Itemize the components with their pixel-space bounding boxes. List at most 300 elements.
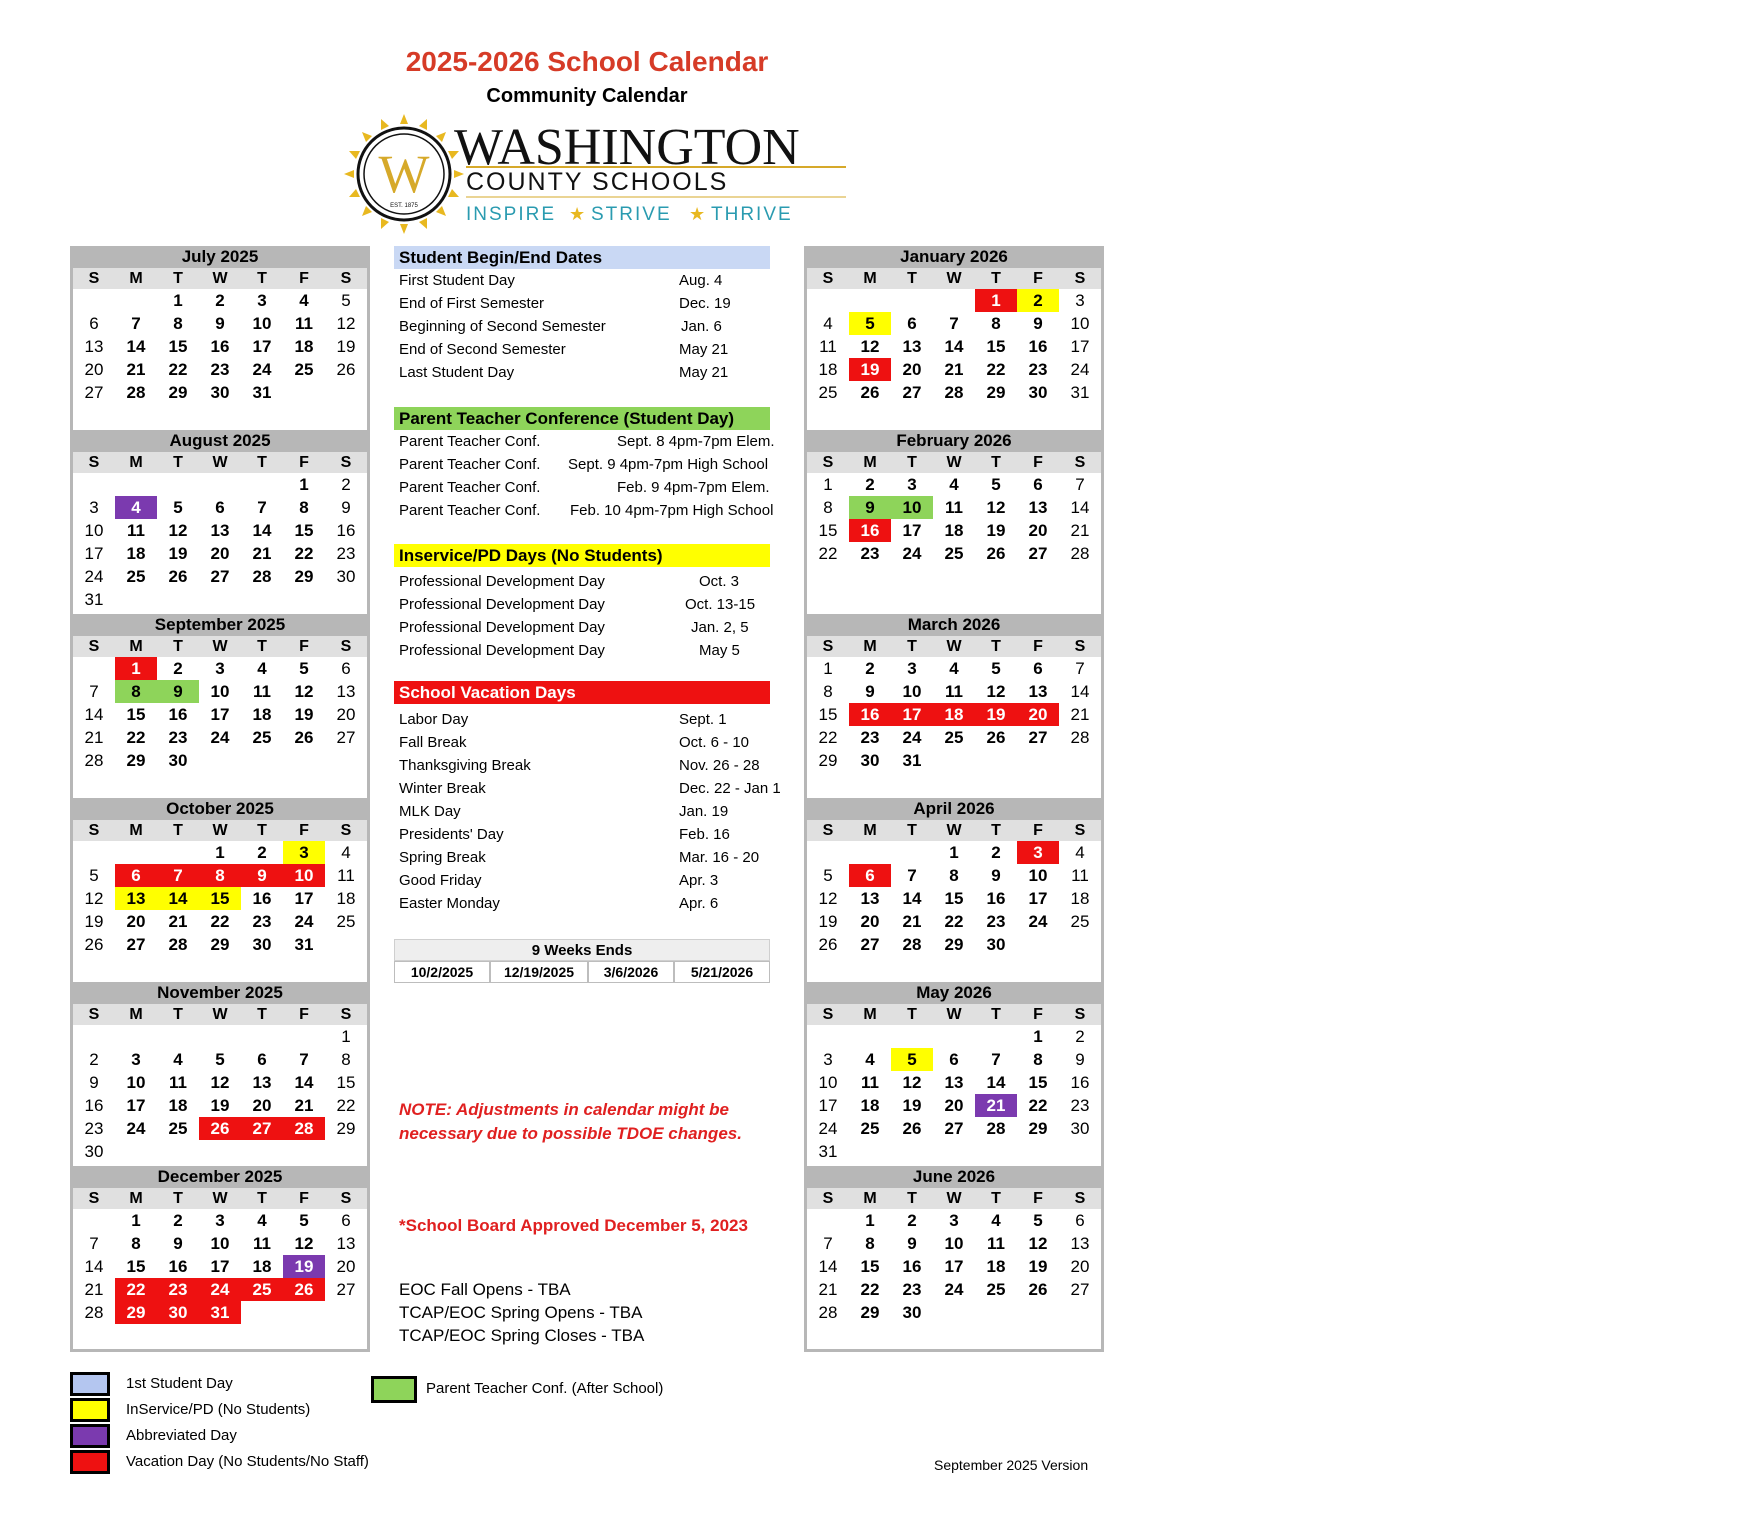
day-cell: 30 (336, 567, 356, 586)
day-cell: 20 (1070, 1257, 1090, 1276)
weekday-label: M (129, 454, 143, 471)
week-row (807, 473, 1101, 496)
day-cell: 3 (907, 475, 917, 494)
day-cell: 4 (991, 1211, 1001, 1230)
day-cell: 3 (131, 1050, 141, 1069)
day-cell: 28 (84, 751, 104, 770)
day-cell: 16 (336, 521, 356, 540)
inservice-row (399, 639, 799, 662)
day-cell (241, 1301, 283, 1324)
weekday-label: M (129, 1190, 143, 1207)
row-label: Parent Teacher Conf. (399, 479, 541, 496)
day-cell: 14 (294, 1073, 314, 1092)
student_dates-row (399, 315, 799, 338)
day-cell: 8 (199, 864, 241, 887)
day-cell: 12 (818, 889, 838, 908)
day-cell: 30 (1028, 383, 1048, 402)
nine-weeks-date: 12/19/2025 (490, 961, 588, 983)
month-title: July 2025 (73, 246, 367, 268)
month-title: May 2026 (807, 982, 1101, 1004)
vacation-row (399, 777, 799, 800)
day-cell: 27 (1028, 544, 1048, 563)
month-calendar (804, 1166, 1104, 1352)
weekday-label: F (299, 1006, 309, 1023)
day-cell: 1 (949, 843, 959, 862)
day-cell: 14 (1070, 682, 1090, 701)
day-cell: 19 (84, 912, 104, 931)
day-cell: 26 (986, 728, 1006, 747)
day-cell (157, 473, 199, 496)
day-cell: 20 (252, 1096, 272, 1115)
ptc-row (399, 499, 799, 522)
day-cell: 19 (336, 337, 356, 356)
day-cell: 8 (823, 682, 833, 701)
day-cell: 11 (253, 682, 271, 701)
day-cell: 11 (127, 521, 145, 540)
day-cell: 10 (891, 496, 933, 519)
day-cell: 21 (818, 1280, 838, 1299)
day-cell (1059, 1301, 1101, 1324)
day-cell: 22 (210, 912, 230, 931)
row-value: Sept. 8 4pm-7pm Elem. (617, 433, 775, 450)
day-cell: 7 (823, 1234, 833, 1253)
day-cell: 1 (115, 657, 157, 680)
weekday-label: S (822, 1006, 834, 1023)
nine-weeks-heading: 9 Weeks Ends (394, 939, 770, 961)
nine-weeks-date: 3/6/2026 (588, 961, 674, 983)
day-cell: 29 (210, 935, 230, 954)
day-cell: 17 (891, 703, 933, 726)
month-title: February 2026 (807, 430, 1101, 452)
day-cell: 9 (1033, 314, 1043, 333)
weekday-label: T (173, 638, 183, 655)
day-cell: 18 (986, 1257, 1006, 1276)
day-cell: 3 (823, 1050, 833, 1069)
day-cell: 8 (823, 498, 833, 517)
day-cell: 14 (902, 889, 922, 908)
day-cell: 2 (215, 291, 225, 310)
day-cell: 31 (902, 751, 922, 770)
day-cell: 18 (168, 1096, 188, 1115)
week-row (73, 289, 367, 312)
weekday-label: T (173, 1006, 183, 1023)
vacation-row (399, 708, 799, 731)
vacation-row (399, 823, 799, 846)
weekday-label: F (1033, 638, 1043, 655)
day-cell (933, 1140, 975, 1163)
row-value: Oct. 6 - 10 (679, 734, 750, 751)
day-cell: 26 (168, 567, 188, 586)
day-cell: 19 (975, 703, 1017, 726)
day-cell (849, 1025, 891, 1048)
day-cell: 4 (823, 314, 833, 333)
row-value: May 21 (679, 364, 729, 381)
day-cell: 8 (115, 680, 157, 703)
weekday-label: S (340, 270, 352, 287)
day-cell: 14 (126, 337, 146, 356)
day-cell: 24 (252, 360, 272, 379)
day-cell: 13 (944, 1073, 964, 1092)
day-cell (891, 1140, 933, 1163)
day-cell: 10 (818, 1073, 838, 1092)
week-row (807, 381, 1101, 404)
day-cell: 14 (818, 1257, 838, 1276)
svg-text:★: ★ (689, 204, 706, 224)
week-row (807, 680, 1101, 703)
week-row (807, 1255, 1101, 1278)
day-cell: 17 (84, 544, 104, 563)
weekday-label: S (88, 1190, 100, 1207)
weekday-label: S (822, 822, 834, 839)
day-cell (975, 1140, 1017, 1163)
weekday-label: S (1074, 454, 1086, 471)
day-cell: 17 (1070, 337, 1090, 356)
day-cell: 5 (991, 659, 1001, 678)
day-cell: 5 (89, 866, 99, 885)
weekday-label: S (1074, 1006, 1086, 1023)
day-cell: 2 (865, 659, 875, 678)
day-cell: 28 (944, 383, 964, 402)
row-label: Easter Monday (399, 895, 500, 912)
row-value: Jan. 6 (681, 318, 722, 335)
day-cell (1059, 1140, 1101, 1163)
day-cell (325, 749, 367, 772)
day-cell: 18 (944, 521, 964, 540)
day-cell: 13 (252, 1073, 272, 1092)
day-cell (933, 289, 975, 312)
vacation-row (399, 846, 799, 869)
row-value: Nov. 26 - 28 (679, 757, 760, 774)
day-cell: 24 (818, 1119, 838, 1138)
day-cell (975, 1301, 1017, 1324)
weekday-header (807, 820, 1101, 841)
svg-text:EST. 1875: EST. 1875 (390, 203, 418, 209)
day-cell: 24 (199, 1278, 241, 1301)
day-cell: 19 (1028, 1257, 1048, 1276)
week-row (73, 588, 367, 611)
day-cell: 30 (157, 1301, 199, 1324)
row-value: Feb. 9 4pm-7pm Elem. (617, 479, 770, 496)
day-cell: 24 (294, 912, 314, 931)
day-cell: 28 (1070, 728, 1090, 747)
day-cell: 28 (1070, 544, 1090, 563)
day-cell: 1 (215, 843, 225, 862)
day-cell: 25 (944, 728, 964, 747)
week-row (73, 1278, 367, 1301)
day-cell: 16 (986, 889, 1006, 908)
day-cell: 23 (860, 544, 880, 563)
day-cell: 4 (341, 843, 351, 862)
weekday-label: T (257, 1190, 267, 1207)
day-cell: 24 (210, 728, 230, 747)
week-row (73, 657, 367, 680)
day-cell: 11 (169, 1073, 187, 1092)
weekday-header (73, 820, 367, 841)
day-cell: 12 (210, 1073, 230, 1092)
day-cell: 3 (907, 659, 917, 678)
week-row (807, 1140, 1101, 1163)
week-row (73, 542, 367, 565)
day-cell (241, 588, 283, 611)
week-row (807, 749, 1101, 772)
day-cell: 27 (902, 383, 922, 402)
week-row (73, 1117, 367, 1140)
vacation-row (399, 800, 799, 823)
week-row (807, 1209, 1101, 1232)
day-cell: 1 (173, 291, 183, 310)
svg-text:STRIVE: STRIVE (591, 204, 672, 225)
day-cell: 18 (933, 703, 975, 726)
day-cell: 12 (1028, 1234, 1048, 1253)
day-cell: 1 (865, 1211, 875, 1230)
day-cell: 7 (257, 498, 267, 517)
weekday-label: M (863, 454, 877, 471)
day-cell: 17 (252, 337, 272, 356)
day-cell: 11 (987, 1234, 1005, 1253)
weekday-label: T (991, 1190, 1001, 1207)
day-cell: 18 (860, 1096, 880, 1115)
day-cell: 6 (849, 864, 891, 887)
day-cell: 8 (131, 1234, 141, 1253)
day-cell: 5 (299, 659, 309, 678)
day-cell: 21 (126, 360, 146, 379)
row-value: Sept. 9 4pm-7pm High School (568, 456, 769, 473)
day-cell: 29 (336, 1119, 356, 1138)
month-title: October 2025 (73, 798, 367, 820)
day-cell (807, 841, 849, 864)
day-cell: 29 (944, 935, 964, 954)
row-label: Parent Teacher Conf. (399, 456, 541, 473)
day-cell (891, 1025, 933, 1048)
day-cell: 24 (944, 1280, 964, 1299)
day-cell: 15 (126, 1257, 146, 1276)
day-cell: 10 (1070, 314, 1090, 333)
month-title: December 2025 (73, 1166, 367, 1188)
day-cell: 26 (902, 1119, 922, 1138)
weekday-label: M (863, 638, 877, 655)
day-cell: 16 (210, 337, 230, 356)
day-cell: 21 (84, 728, 104, 747)
weekday-label: T (991, 1006, 1001, 1023)
day-cell: 17 (944, 1257, 964, 1276)
day-cell (891, 841, 933, 864)
row-label: Professional Development Day (399, 642, 605, 659)
day-cell: 19 (283, 1255, 325, 1278)
weekday-header (807, 452, 1101, 473)
day-cell: 1 (1033, 1027, 1043, 1046)
nine-weeks-table (394, 939, 770, 983)
weekday-label: S (340, 822, 352, 839)
week-row (807, 1048, 1101, 1071)
day-cell (1059, 749, 1101, 772)
day-cell: 5 (215, 1050, 225, 1069)
day-cell: 27 (336, 1280, 356, 1299)
day-cell: 22 (168, 360, 188, 379)
day-cell: 19 (849, 358, 891, 381)
weekday-label: T (257, 1006, 267, 1023)
eoc-spring-opens: TCAP/EOC Spring Opens - TBA (399, 1303, 643, 1322)
day-cell: 15 (818, 521, 838, 540)
weekday-label: S (88, 822, 100, 839)
month-calendar (70, 1166, 370, 1352)
weekday-label: S (340, 638, 352, 655)
week-row (73, 726, 367, 749)
week-row (73, 381, 367, 404)
month-title: September 2025 (73, 614, 367, 636)
day-cell: 9 (157, 680, 199, 703)
day-cell: 24 (84, 567, 104, 586)
day-cell: 18 (126, 544, 146, 563)
day-cell: 23 (336, 544, 356, 563)
weekday-label: T (173, 270, 183, 287)
svg-text:W: W (378, 144, 430, 204)
week-row (73, 1140, 367, 1163)
weekday-label: W (946, 638, 962, 655)
weekday-label: F (1033, 454, 1043, 471)
week-row (807, 887, 1101, 910)
day-cell: 20 (336, 705, 356, 724)
day-cell: 17 (294, 889, 314, 908)
day-cell: 13 (336, 682, 356, 701)
day-cell: 26 (283, 1278, 325, 1301)
day-cell: 2 (1075, 1027, 1085, 1046)
day-cell (1059, 933, 1101, 956)
week-row (73, 864, 367, 887)
weekday-label: T (173, 822, 183, 839)
day-cell (807, 1025, 849, 1048)
day-cell: 16 (849, 703, 891, 726)
row-value: May 5 (699, 642, 740, 659)
day-cell: 4 (1075, 843, 1085, 862)
day-cell: 4 (257, 1211, 267, 1230)
day-cell: 26 (336, 360, 356, 379)
day-cell: 31 (294, 935, 314, 954)
day-cell: 3 (89, 498, 99, 517)
row-label: First Student Day (399, 272, 515, 289)
day-cell: 18 (294, 337, 314, 356)
day-cell (241, 749, 283, 772)
day-cell: 21 (168, 912, 188, 931)
day-cell (283, 749, 325, 772)
day-cell: 10 (1028, 866, 1048, 885)
week-row (807, 703, 1101, 726)
day-cell (73, 1025, 115, 1048)
weekday-header (807, 268, 1101, 289)
week-row (807, 1278, 1101, 1301)
inservice-row (399, 570, 799, 593)
day-cell: 4 (865, 1050, 875, 1069)
day-cell: 28 (818, 1303, 838, 1322)
day-cell: 26 (860, 383, 880, 402)
row-value: Oct. 13-15 (685, 596, 756, 613)
day-cell (199, 1025, 241, 1048)
row-value: Feb. 16 (679, 826, 730, 843)
day-cell: 9 (241, 864, 283, 887)
day-cell: 29 (115, 1301, 157, 1324)
school-logo (334, 112, 854, 237)
day-cell: 22 (336, 1096, 356, 1115)
day-cell: 6 (115, 864, 157, 887)
day-cell: 26 (294, 728, 314, 747)
week-row (73, 1048, 367, 1071)
day-cell: 17 (902, 521, 922, 540)
student_dates-row (399, 292, 799, 315)
month-calendar (70, 430, 370, 614)
vacation-row (399, 892, 799, 915)
day-cell: 26 (84, 935, 104, 954)
day-cell: 27 (210, 567, 230, 586)
row-label: Parent Teacher Conf. (399, 433, 541, 450)
week-row (73, 749, 367, 772)
legend-swatch-abbreviated (70, 1424, 110, 1448)
weekday-label: W (946, 270, 962, 287)
weekday-label: T (991, 822, 1001, 839)
row-label: Thanksgiving Break (399, 757, 531, 774)
day-cell: 5 (849, 312, 891, 335)
day-cell: 29 (818, 751, 838, 770)
day-cell: 25 (944, 544, 964, 563)
day-cell: 11 (1071, 866, 1089, 885)
week-row (807, 864, 1101, 887)
day-cell: 7 (1075, 475, 1085, 494)
day-cell: 9 (1075, 1050, 1085, 1069)
day-cell: 23 (210, 360, 230, 379)
student_dates-row (399, 338, 799, 361)
day-cell: 15 (336, 1073, 356, 1092)
day-cell: 1 (823, 475, 833, 494)
day-cell (115, 1140, 157, 1163)
day-cell: 28 (283, 1117, 325, 1140)
day-cell: 26 (818, 935, 838, 954)
ptc-row (399, 453, 799, 476)
day-cell: 14 (1070, 498, 1090, 517)
month-title: January 2026 (807, 246, 1101, 268)
day-cell: 7 (299, 1050, 309, 1069)
week-row (807, 335, 1101, 358)
day-cell (241, 1025, 283, 1048)
day-cell (241, 1140, 283, 1163)
day-cell: 3 (1075, 291, 1085, 310)
day-cell: 3 (257, 291, 267, 310)
day-cell: 2 (89, 1050, 99, 1069)
day-cell: 20 (860, 912, 880, 931)
day-cell: 21 (252, 544, 272, 563)
month-calendar (804, 982, 1104, 1166)
day-cell: 19 (210, 1096, 230, 1115)
weekday-label: T (907, 1006, 917, 1023)
day-cell: 15 (294, 521, 314, 540)
day-cell: 22 (294, 544, 314, 563)
day-cell: 15 (944, 889, 964, 908)
day-cell: 27 (84, 383, 104, 402)
row-label: End of Second Semester (399, 341, 566, 358)
day-cell: 9 (907, 1234, 917, 1253)
day-cell: 22 (818, 544, 838, 563)
weekday-label: S (88, 270, 100, 287)
week-row (73, 519, 367, 542)
legend-label: InService/PD (No Students) (126, 1401, 311, 1418)
weekday-label: M (129, 638, 143, 655)
day-cell: 23 (902, 1280, 922, 1299)
row-value: Feb. 10 4pm-7pm High School (570, 502, 774, 519)
row-value: Apr. 3 (679, 872, 719, 889)
day-cell (115, 289, 157, 312)
day-cell (975, 749, 1017, 772)
day-cell: 31 (818, 1142, 838, 1161)
weekday-label: W (212, 638, 228, 655)
day-cell: 4 (949, 475, 959, 494)
row-label: Parent Teacher Conf. (399, 502, 541, 519)
